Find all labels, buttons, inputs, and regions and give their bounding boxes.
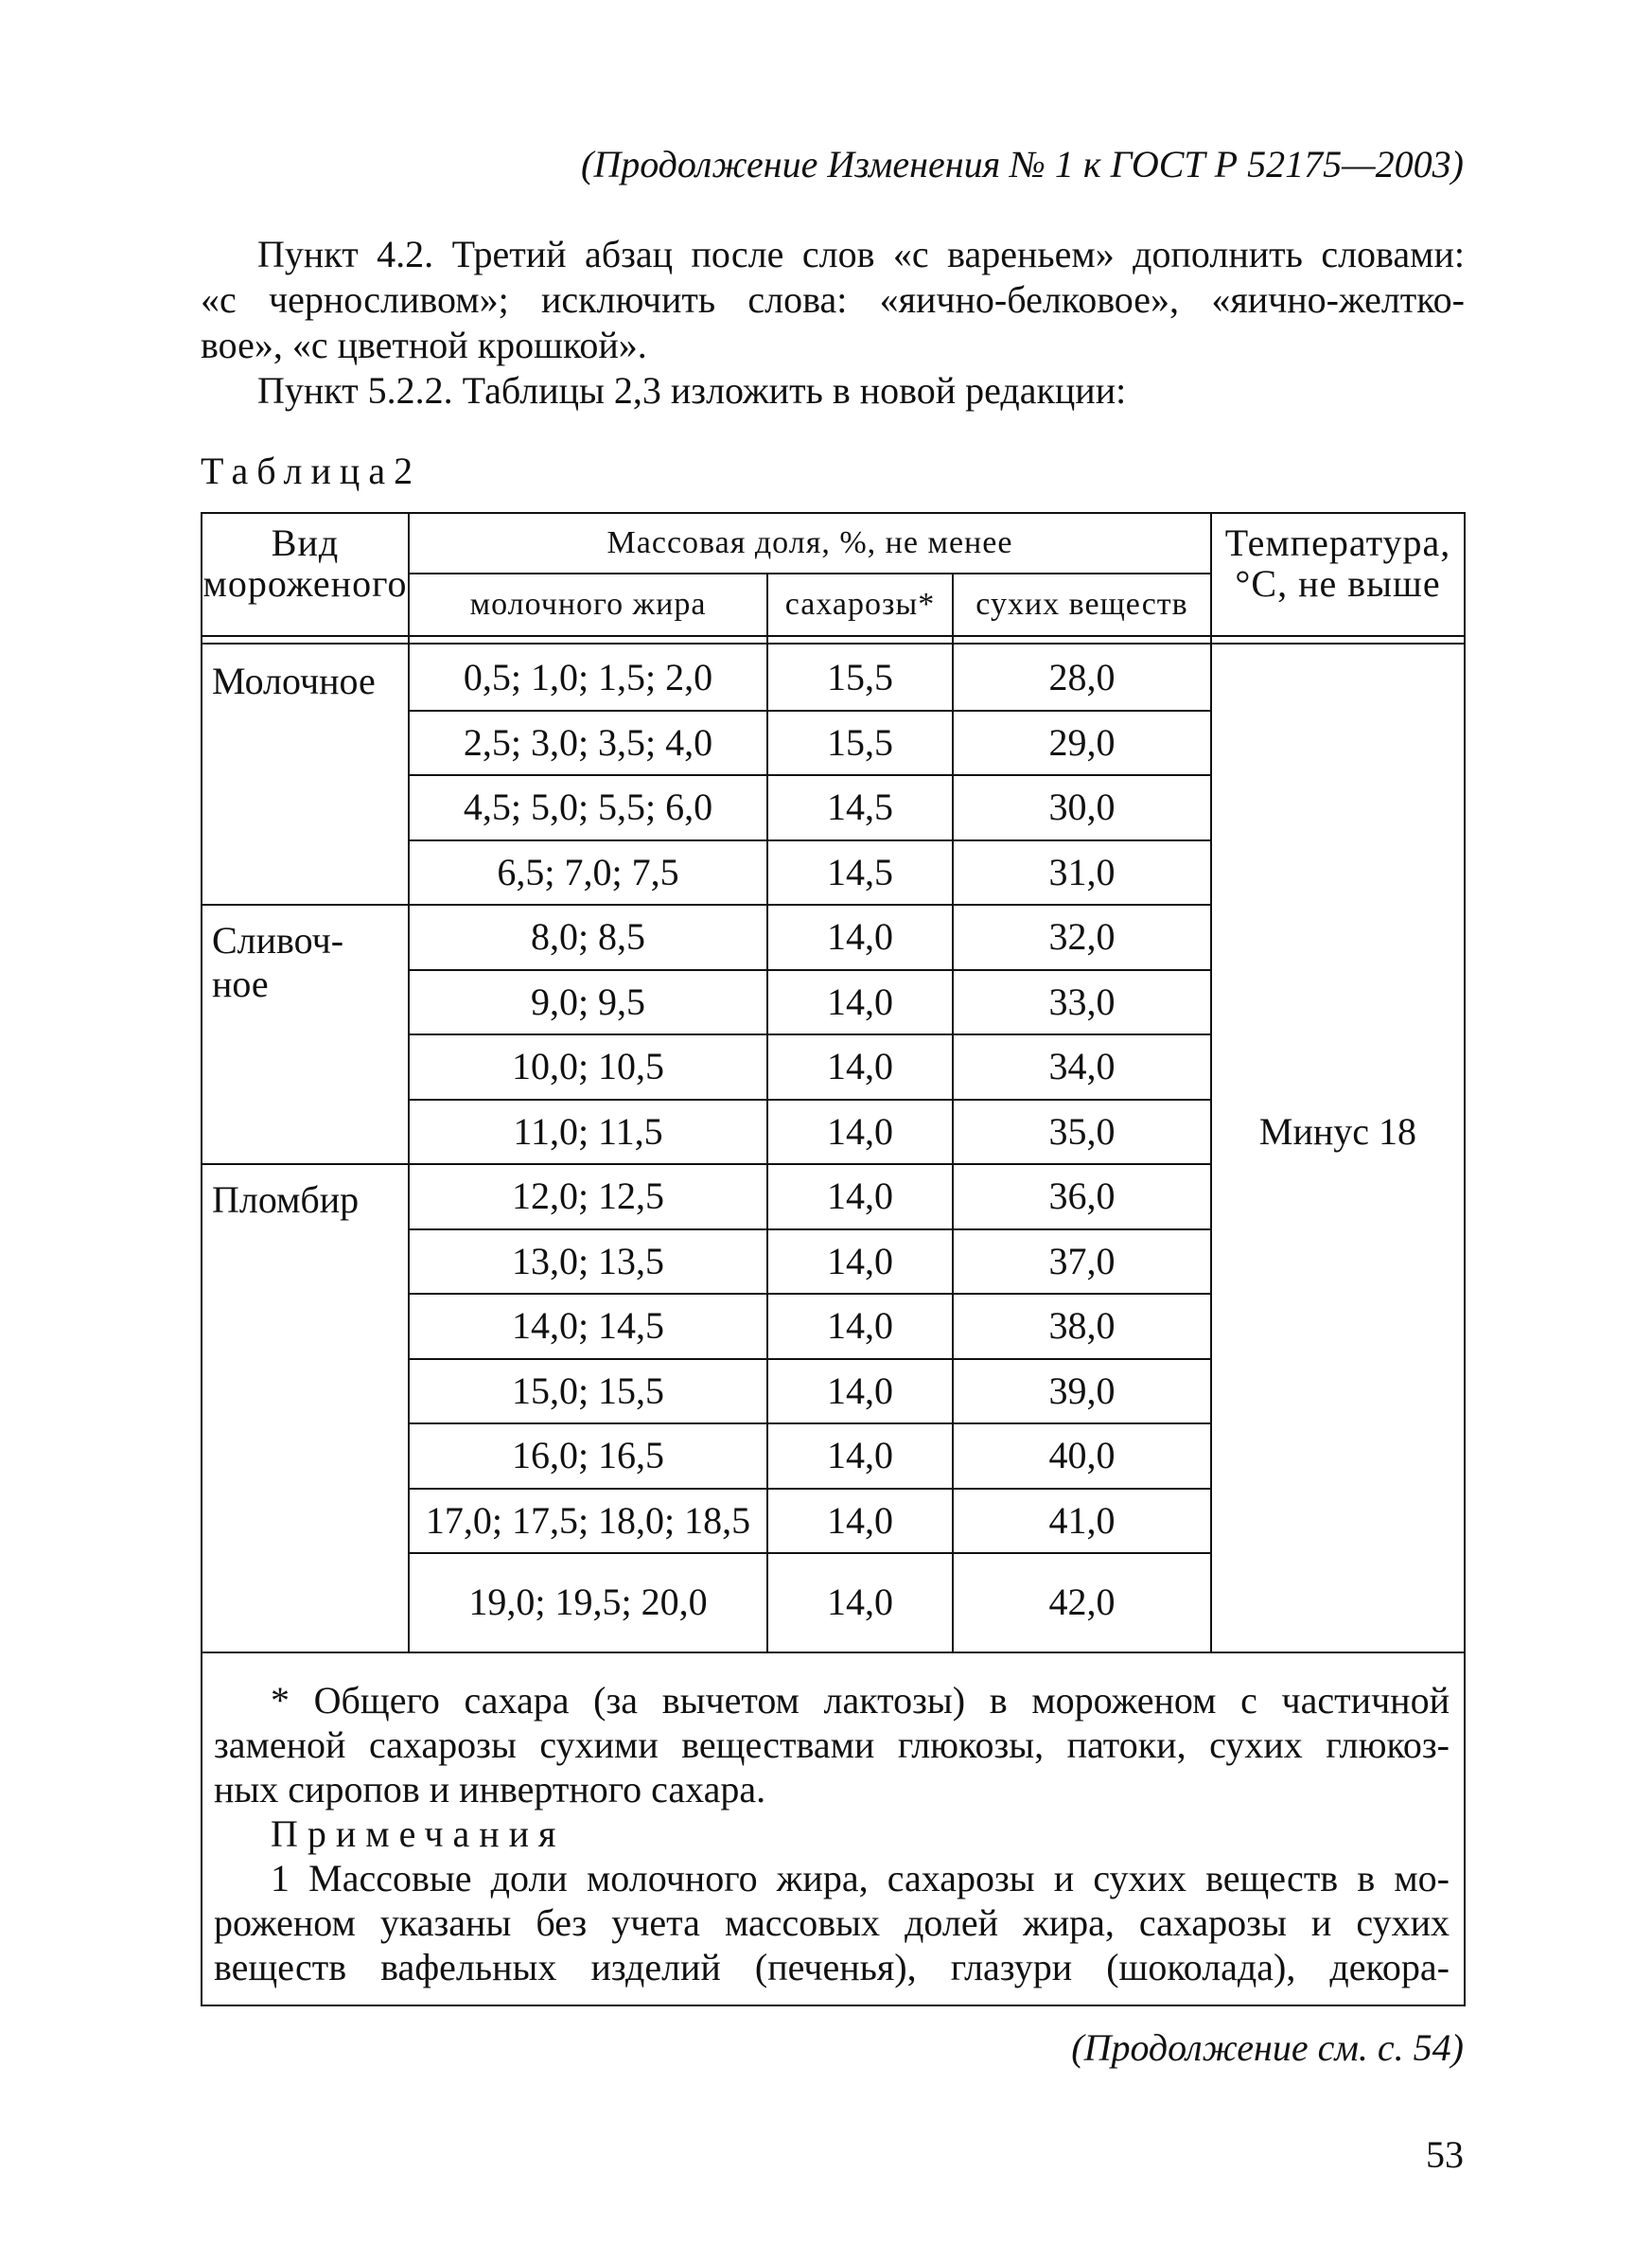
cell-solids: 38,0 [1048,1304,1116,1347]
header-temperature-line: Температура, [1224,521,1451,564]
kind-label-line: Молочное [212,660,376,702]
cell-fat: 13,0; 13,5 [511,1239,665,1282]
cell-solids: 29,0 [1048,720,1116,764]
row-divider [408,1358,1210,1360]
row-divider [408,710,1210,712]
cell-solids: 28,0 [1048,656,1116,698]
kind-label-line: Сливоч- [212,919,344,962]
cell-sucrose: 14,0 [827,1175,893,1217]
header-kind-line: Вид [271,521,340,564]
header-mass-share: Массовая доля, %, не менее [606,525,1013,560]
cell-fat: 11,0; 11,5 [513,1109,663,1153]
row-divider [201,904,1210,906]
footnote-line: ных сиропов и инвертного сахара. [214,1768,766,1811]
cell-fat: 14,0; 14,5 [511,1304,665,1347]
cell-solids: 37,0 [1048,1239,1116,1282]
paragraph-line: Пункт 4.2. Третий абзац после слов «с вареньем» дополнить словами: [257,233,1465,275]
cell-fat: 19,0; 19,5; 20,0 [468,1581,708,1623]
cell-solids: 35,0 [1048,1109,1116,1153]
cell-sucrose: 14,0 [827,1581,893,1623]
header-temperature-line: °С, не выше [1235,562,1441,605]
row-divider [408,1488,1210,1490]
kind-label [212,1178,359,1222]
cell-sucrose: 15,5 [827,656,893,698]
cell-fat: 4,5; 5,0; 5,5; 6,0 [463,786,713,828]
cell-fat: 12,0; 12,5 [511,1175,665,1217]
table-title: Таблица2 [201,450,422,492]
cell-sucrose: 14,0 [827,1239,893,1282]
cell-solids: 36,0 [1048,1175,1116,1217]
cell-solids: 39,0 [1048,1369,1116,1412]
cell-solids: 30,0 [1048,786,1116,828]
cell-fat: 16,0; 16,5 [511,1434,665,1476]
paragraph-line: «с черносливом»; исключить слова: «яично-белковое», «яично-желтко- [201,278,1465,321]
footnote-line: * Общего сахара (за вычетом лактозы) в мороженом с частичной [271,1679,1450,1722]
paragraph-item-4-2 [201,232,1465,368]
page-number: 53 [1426,2133,1464,2176]
cell-sucrose: 14,0 [827,980,893,1023]
row-divider [408,1552,1210,1554]
kind-label [212,919,343,1006]
header-double-line-top [201,635,1466,637]
paragraph-line: вое», «с цветной крошкой». [201,324,647,366]
cell-solids: 40,0 [1048,1434,1116,1476]
cell-fat: 10,0; 10,5 [511,1045,665,1087]
cell-fat: 8,0; 8,5 [530,915,646,958]
footnote-line: заменой сахарозы сухими веществами глюкозы, патоки, сухих глюкоз- [214,1723,1450,1766]
cell-solids: 31,0 [1048,850,1116,893]
cell-sucrose: 14,0 [827,1369,893,1412]
cell-fat: 17,0; 17,5; 18,0; 18,5 [425,1498,751,1542]
row-divider [408,1422,1210,1424]
row-divider [201,1163,1210,1165]
temperature-value: Минус 18 [1258,1109,1417,1153]
header-fat: молочного жира [469,587,707,622]
cell-sucrose: 14,5 [827,786,893,828]
continued-note: (Продолжение см. с. 54) [1071,2026,1464,2069]
note-line: веществ вафельных изделий (печенья), глазури (шоколада), декора- [214,1946,1450,1988]
row-divider [408,1099,1210,1101]
cell-sucrose: 14,0 [827,915,893,958]
cell-fat: 0,5; 1,0; 1,5; 2,0 [463,656,713,698]
kind-label-line: ное [212,963,269,1005]
header-kind-line: мороженого [202,562,408,605]
cell-sucrose: 14,5 [827,850,893,893]
cell-sucrose: 14,0 [827,1109,893,1153]
row-divider [408,1033,1210,1035]
kind-label-line: Пломбир [212,1178,360,1221]
cell-fat: 6,5; 7,0; 7,5 [497,850,679,893]
header-temperature [1212,522,1464,604]
kind-label [212,660,376,703]
header-kind [202,522,408,604]
header-sucrose: сахарозы* [784,587,936,622]
cell-solids: 33,0 [1048,980,1116,1023]
cell-sucrose: 15,5 [827,720,893,764]
header-solids: сухих веществ [975,587,1188,622]
cell-solids: 34,0 [1048,1045,1116,1087]
cell-sucrose: 14,0 [827,1045,893,1087]
notes-title: Примечания [271,1812,566,1855]
row-divider [408,839,1210,841]
cell-sucrose: 14,0 [827,1434,893,1476]
continuation-header: (Продолжение Изменения № 1 к ГОСТ Р 52175—2003) [581,143,1464,185]
cell-sucrose: 14,0 [827,1498,893,1542]
row-divider [408,1293,1210,1295]
cell-solids: 41,0 [1048,1498,1116,1542]
table-notes [214,1678,1450,1989]
col-divider-solids [1210,512,1212,1652]
paragraph-item-5-2-2: Пункт 5.2.2. Таблицы 2,3 изложить в новой редакции: [257,369,1127,412]
cell-fat: 15,0; 15,5 [511,1369,665,1412]
note-line: 1 Массовые доли молочного жира, сахарозы и сухих веществ в мо- [271,1857,1450,1899]
cell-solids: 42,0 [1048,1581,1116,1623]
table-body-bottom-line [201,1652,1466,1653]
row-divider [408,969,1210,971]
cell-fat: 2,5; 3,0; 3,5; 4,0 [463,720,713,764]
cell-solids: 32,0 [1048,915,1116,958]
row-divider [408,774,1210,776]
row-divider [408,1228,1210,1230]
cell-fat: 9,0; 9,5 [530,980,646,1023]
note-line: роженом указаны без учета массовых долей жира, сахарозы и сухих [214,1901,1450,1944]
cell-sucrose: 14,0 [827,1304,893,1347]
